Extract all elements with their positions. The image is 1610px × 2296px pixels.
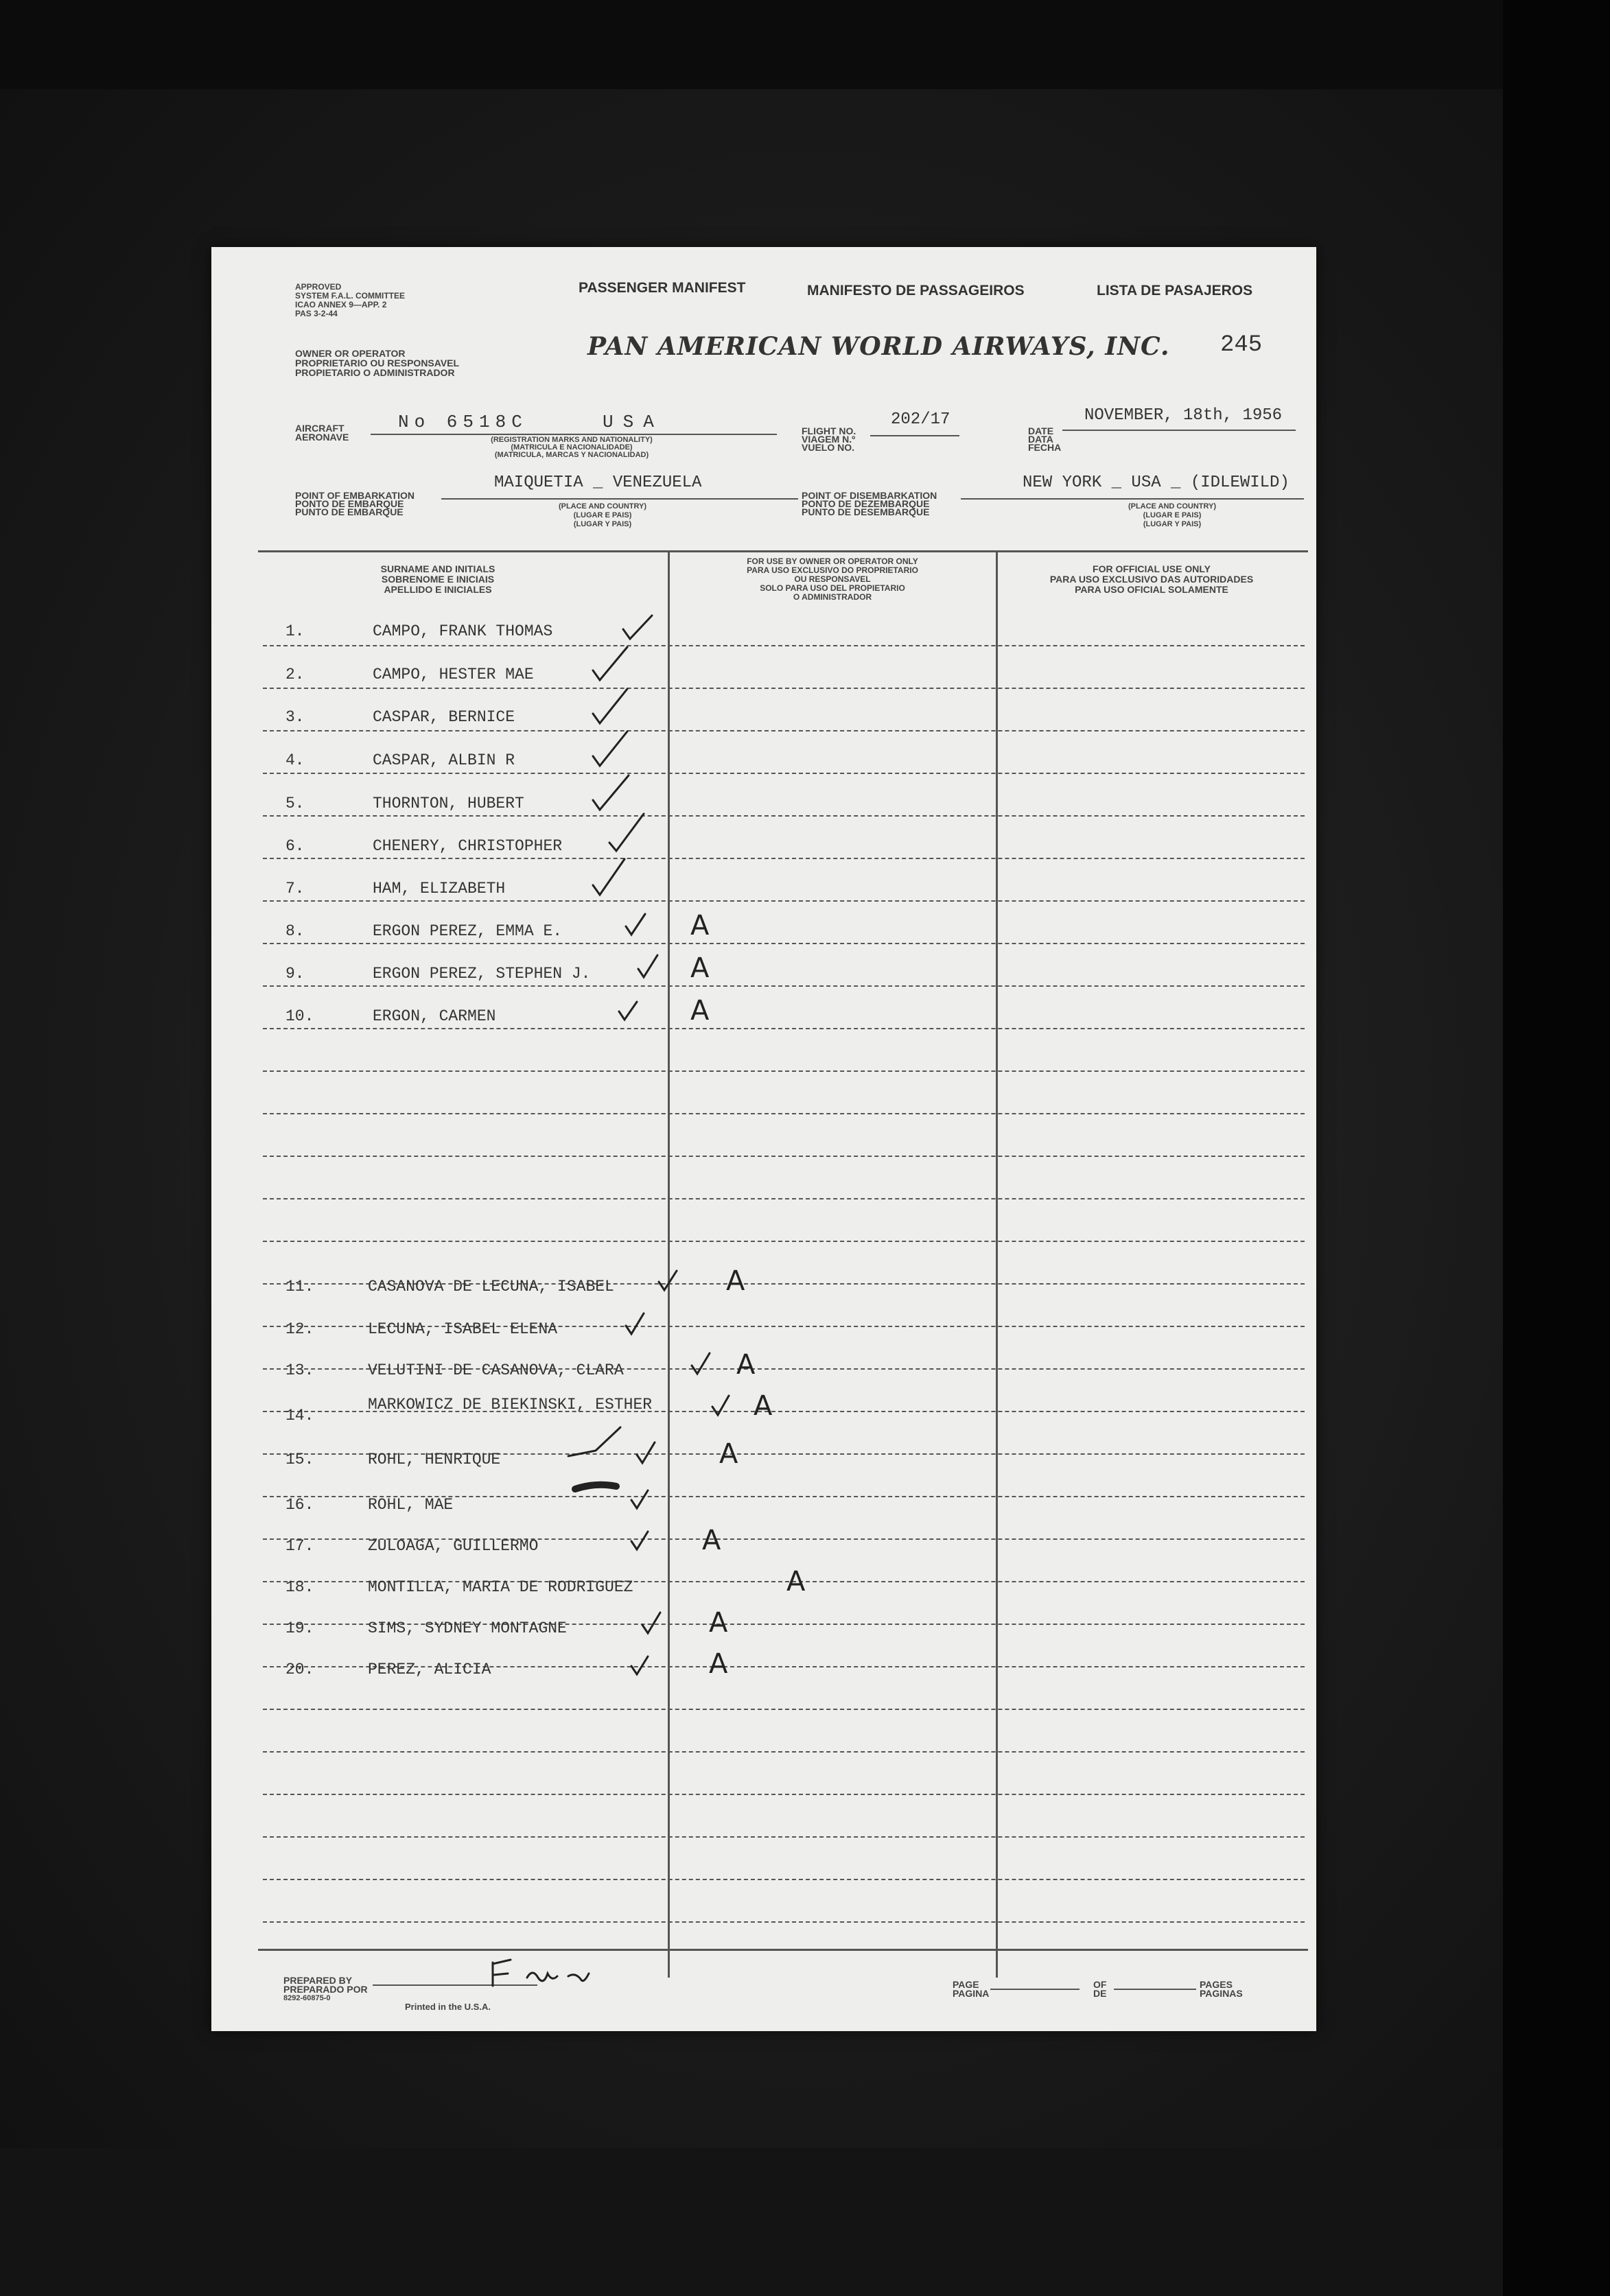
status-mark: A <box>709 1648 728 1680</box>
checkmark-icon <box>593 859 625 895</box>
checkmark-icon <box>609 814 644 851</box>
flight-label: VUELO NO. <box>802 442 855 453</box>
column-header-line: PARA USO EXCLUSIVO DAS AUTORIDADES <box>1049 574 1254 585</box>
page-number: 245 <box>1220 332 1263 358</box>
column-header-line: APELLIDO E INICIALES <box>384 584 492 595</box>
checkmark-icon <box>642 1613 660 1633</box>
row-number: 20. <box>285 1661 314 1678</box>
checkmark-icon <box>626 1313 644 1334</box>
disembarkation-label: PONTO DE DEZEMBARQUE <box>802 498 930 509</box>
status-mark: A <box>709 1607 728 1639</box>
column-header-line: SOBRENOME E INICIAIS <box>381 574 495 585</box>
passenger-name: THORNTON, HUBERT <box>373 795 524 812</box>
row-number: 3. <box>285 708 305 726</box>
row-number: 9. <box>285 965 305 983</box>
caption-line: (LUGAR E PAIS) <box>573 511 632 519</box>
aircraft-label: AIRCRAFT <box>295 423 345 434</box>
approved-line: PAS 3-2-44 <box>295 309 338 318</box>
of-label: OF <box>1093 1979 1107 1990</box>
passenger-name: MARKOWICZ DE BIEKINSKI, ESTHER <box>368 1396 653 1414</box>
prepared-labels <box>283 1976 368 2003</box>
owner-label: PROPIETARIO O ADMINISTRADOR <box>295 367 455 378</box>
approved-line: ICAO ANNEX 9—APP. 2 <box>295 300 387 309</box>
checkmark-icon <box>637 1442 655 1463</box>
checkmark-icon <box>631 1656 648 1674</box>
column-header-line: FOR OFFICIAL USE ONLY <box>1093 563 1211 574</box>
row-number: 8. <box>285 922 305 940</box>
passenger-name: ERGON PEREZ, EMMA E. <box>373 922 563 940</box>
column-header-line: SOLO PARA USO DEL PROPIETARIO <box>760 583 905 593</box>
row-number: 4. <box>285 751 305 769</box>
manifest-page <box>211 247 1316 2031</box>
of-label: DE <box>1093 1988 1107 1999</box>
checkmark-icon <box>593 731 627 766</box>
pages-labels <box>1200 1980 1243 1998</box>
printed-in: Printed in the U.S.A. <box>405 2002 491 2012</box>
passenger-name: ZULOAGA, GUILLERMO <box>368 1537 539 1555</box>
page-labels <box>953 1980 989 1998</box>
title-pt: MANIFESTO DE PASSAGEIROS <box>807 283 1025 298</box>
page-label: PAGINA <box>953 1988 990 1999</box>
row-number: 14. <box>285 1407 314 1425</box>
row-number: 17. <box>285 1537 314 1555</box>
embarkation-label: PONTO DE EMBARQUE <box>295 498 404 509</box>
passenger-name: ROHL, MAE <box>368 1496 454 1514</box>
checkmark-icon <box>631 1490 648 1508</box>
title-en: PASSENGER MANIFEST <box>579 280 746 296</box>
owner-label: PROPRIETARIO OU RESPONSAVEL <box>295 358 460 368</box>
date-label: DATE <box>1028 425 1054 436</box>
checkmark-icon <box>568 1427 620 1456</box>
flight-label: FLIGHT NO. <box>802 425 856 436</box>
checkmark-icon <box>631 1532 648 1549</box>
passenger-name: MONTILLA, MARIA DE RODRIGUEZ <box>368 1578 633 1596</box>
caption-line: (REGISTRATION MARKS AND NATIONALITY) <box>491 436 653 444</box>
checkmark-icon <box>626 914 645 935</box>
status-mark: A <box>690 952 710 984</box>
scan-border-right <box>1503 0 1610 2296</box>
passenger-name: CASPAR, BERNICE <box>373 708 515 726</box>
flight-date: NOVEMBER, 18th, 1956 <box>1084 406 1283 425</box>
status-mark: A <box>786 1566 806 1597</box>
embarkation-label: POINT OF EMBARKATION <box>295 490 415 501</box>
embarkation-label: PUNTO DE EMBARQUE <box>295 506 404 517</box>
passenger-name: SIMS, SYDNEY MONTAGNE <box>368 1619 567 1637</box>
owner-label: OWNER OR OPERATOR <box>295 348 406 359</box>
status-mark: A <box>690 910 710 941</box>
checkmark-icon <box>593 775 629 810</box>
passenger-name: LECUNA, ISABEL ELENA <box>368 1320 558 1338</box>
page-label: PAGE <box>953 1979 979 1990</box>
passenger-name: ERGON PEREZ, STEPHEN J. <box>373 965 591 983</box>
column-header-line: OU RESPONSAVEL <box>794 574 871 584</box>
approved-line: APPROVED <box>295 282 342 292</box>
date-label: DATA <box>1028 434 1053 445</box>
status-mark: A <box>702 1525 721 1556</box>
passenger-name: CASANOVA DE LECUNA, ISABEL <box>368 1278 614 1296</box>
column-header-line: PARA USO OFICIAL SOLAMENTE <box>1075 584 1228 595</box>
passenger-name: HAM, ELIZABETH <box>373 880 506 898</box>
caption-line: (PLACE AND COUNTRY) <box>558 502 647 511</box>
disembarkation-label: PUNTO DE DESEMBARQUE <box>802 506 930 517</box>
row-number: 18. <box>285 1578 314 1596</box>
date-label: FECHA <box>1028 442 1062 453</box>
flight-label: VIAGEM N.º <box>802 434 856 445</box>
ink-blot-icon <box>575 1485 616 1489</box>
row-number: 13. <box>285 1361 314 1379</box>
checkmark-icon <box>593 689 627 723</box>
checkmark-icon <box>619 1002 637 1020</box>
passenger-name: CASPAR, ALBIN R <box>373 751 515 769</box>
row-number: 16. <box>285 1496 314 1514</box>
checkmark-overlay <box>211 247 1316 2031</box>
passenger-name: VELUTINI DE CASANOVA, CLARA <box>368 1361 624 1379</box>
row-number: 6. <box>285 837 305 855</box>
caption-line: (PLACE AND COUNTRY) <box>1128 502 1217 511</box>
row-number: 5. <box>285 795 305 812</box>
caption-line: (LUGAR Y PAIS) <box>1143 520 1202 528</box>
prepared-label: PREPARADO POR <box>283 1984 368 1995</box>
carrier-name: PAN AMERICAN WORLD AIRWAYS, INC. <box>587 332 1170 361</box>
approved-line: SYSTEM F.A.L. COMMITTEE <box>295 291 406 301</box>
page-underline <box>990 1989 1080 1990</box>
caption-line: (LUGAR E PAIS) <box>1143 511 1202 519</box>
column-header-line: FOR USE BY OWNER OR OPERATOR ONLY <box>747 557 918 566</box>
status-mark: A <box>726 1265 745 1297</box>
passenger-name: ERGON, CARMEN <box>373 1007 496 1025</box>
passenger-name: CHENERY, CHRISTOPHER <box>373 837 563 855</box>
row-number: 15. <box>285 1451 314 1468</box>
status-mark: A <box>690 995 710 1027</box>
row-number: 10. <box>285 1007 314 1025</box>
status-mark: A <box>736 1349 756 1381</box>
row-number: 12. <box>285 1320 314 1338</box>
column-header-line: PARA USO EXCLUSIVO DO PROPRIETARIO <box>747 565 918 575</box>
checkmark-icon <box>659 1271 677 1290</box>
checkmark-icon <box>623 616 652 639</box>
pages-label: PAGINAS <box>1200 1988 1243 1999</box>
row-number: 1. <box>285 622 305 640</box>
aircraft-registration: No 6518C <box>398 412 528 432</box>
column-header-line: O ADMINISTRADOR <box>793 592 872 602</box>
passenger-name: CAMPO, HESTER MAE <box>373 666 534 683</box>
form-number: 8292-60875-0 <box>283 1994 331 2002</box>
checkmark-icon <box>692 1353 710 1374</box>
passenger-name: PEREZ, ALICIA <box>368 1661 491 1678</box>
signature-icon <box>479 1949 609 1997</box>
aircraft-nationality: USA <box>603 412 664 432</box>
pages-label: PAGES <box>1200 1979 1233 1990</box>
passenger-name: CAMPO, FRANK THOMAS <box>373 622 553 640</box>
of-labels <box>1093 1980 1106 1998</box>
passenger-name: ROHL, HENRIQUE <box>368 1451 501 1468</box>
flight-number: 202/17 <box>891 410 950 429</box>
checkmark-icon <box>593 647 627 680</box>
row-number: 7. <box>285 880 305 898</box>
row-number: 19. <box>285 1619 314 1637</box>
prepared-label: PREPARED BY <box>283 1975 353 1986</box>
title-es: LISTA DE PASAJEROS <box>1097 283 1253 298</box>
row-number: 11. <box>285 1278 314 1296</box>
caption-line: (MATRICULA E NACIONALIDADE) <box>511 443 633 452</box>
checkmark-icon <box>712 1396 729 1415</box>
status-mark: A <box>719 1438 738 1470</box>
checkmark-icon <box>638 955 657 977</box>
of-underline <box>1114 1989 1196 1990</box>
column-header-line: SURNAME AND INITIALS <box>380 563 495 574</box>
row-number: 2. <box>285 666 305 683</box>
status-mark: A <box>754 1390 773 1422</box>
caption-line: (MATRICULA, MARCAS Y NACIONALIDAD) <box>494 451 649 459</box>
aircraft-label: AERONAVE <box>295 432 349 443</box>
disembarkation-label: POINT OF DISEMBARKATION <box>802 490 937 501</box>
embarkation-value: MAIQUETIA _ VENEZUELA <box>494 473 702 492</box>
disembarkation-value: NEW YORK _ USA _ (IDLEWILD) <box>1023 473 1290 492</box>
caption-line: (LUGAR Y PAIS) <box>573 520 632 528</box>
